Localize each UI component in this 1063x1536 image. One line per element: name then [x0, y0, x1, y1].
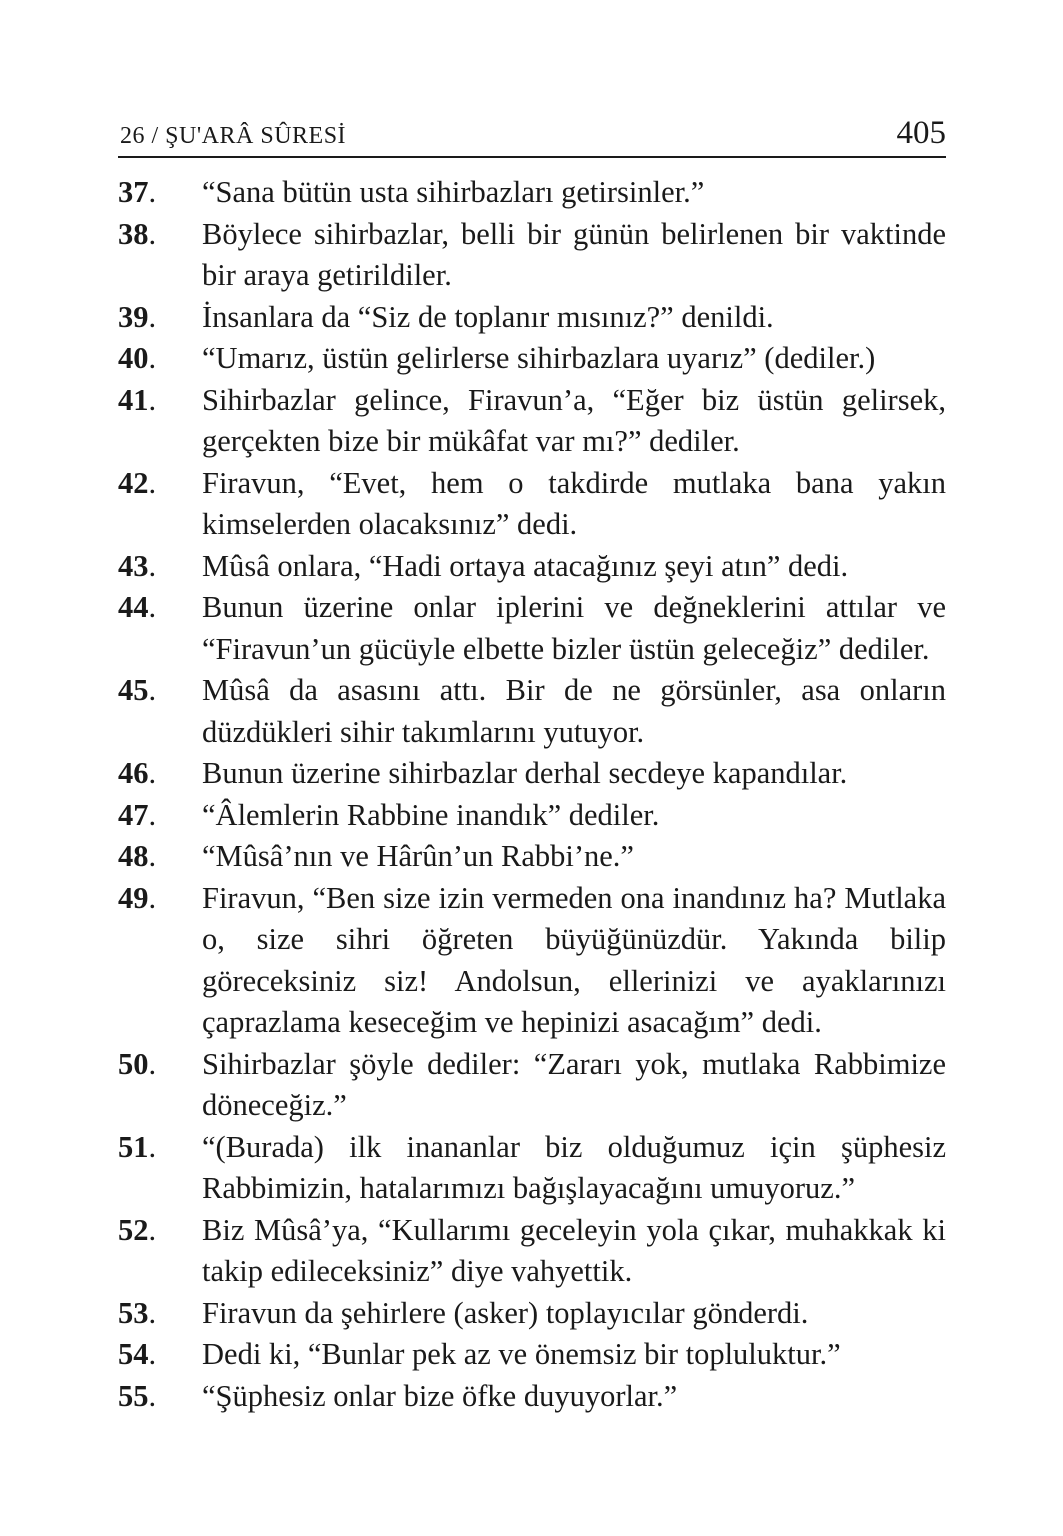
verse-number: 41. — [118, 382, 157, 417]
verse-item — [118, 380, 946, 463]
verse-item — [118, 753, 946, 795]
verse-number: 47. — [118, 797, 157, 832]
verse-text: “Umarız, üstün gelirlerse sihirbazlara uyarız” (dediler.) — [202, 341, 876, 375]
verse-item — [118, 1376, 946, 1418]
verse-text: Dedi ki, “Bunlar pek az ve önemsiz bir topluluktur.” — [202, 1337, 841, 1371]
verse-number: 44. — [118, 590, 157, 624]
verse-item — [118, 795, 946, 837]
verse-item — [118, 1334, 946, 1376]
verse-text: “Sana bütün usta sihirbazları getirsinler.” — [202, 175, 705, 209]
verse-item — [118, 172, 946, 214]
verse-text: Biz Mûsâ’ya, “Kullarımı geceleyin yola çıkar, muhakkak ki takip edileceksiniz” diye vahyettik. — [202, 1212, 946, 1288]
verse-number: 54. — [118, 1337, 157, 1371]
verse-text: Bunun üzerine onlar iplerini ve değneklerini attılar ve “Firavun’un gücüyle elbette bizler üstün geleceğiz” dediler. — [202, 590, 946, 666]
page-header — [118, 112, 946, 158]
verse-item — [118, 670, 946, 753]
verse-text: Firavun da şehirlere (asker) toplayıcılar gönderdi. — [202, 1295, 809, 1330]
verse-text: “Mûsâ’nın ve Hârûn’un Rabbi’ne.” — [202, 839, 634, 873]
verse-number: 45. — [118, 673, 157, 707]
verse-number: 51. — [118, 1129, 157, 1164]
verse-number: 40. — [118, 341, 157, 375]
verse-text: “Şüphesiz onlar bize öfke duyuyorlar.” — [202, 1378, 678, 1413]
verse-text: Bunun üzerine sihirbazlar derhal secdeye kapandılar. — [202, 756, 848, 790]
verse-text: Mûsâ da asasını attı. Bir de ne görsünler, asa onların düzdükleri sihir takımlarını yutuyor. — [202, 673, 946, 749]
verse-item — [118, 1127, 946, 1210]
verse-item — [118, 297, 946, 339]
verse-number: 43. — [118, 548, 157, 583]
verse-text: Mûsâ onlara, “Hadi ortaya atacağınız şeyi atın” dedi. — [202, 548, 849, 583]
verse-number: 42. — [118, 465, 157, 500]
verse-number: 39. — [118, 299, 157, 334]
verse-number: 46. — [118, 756, 157, 790]
verse-item — [118, 587, 946, 670]
verse-number: 55. — [118, 1378, 157, 1413]
verse-number: 52. — [118, 1212, 157, 1247]
verse-number: 53. — [118, 1295, 157, 1330]
verse-text: “Âlemlerin Rabbine inandık” dediler. — [202, 797, 660, 832]
verse-item — [118, 1044, 946, 1127]
verse-number: 49. — [118, 880, 157, 915]
verse-item — [118, 878, 946, 1044]
verse-item — [118, 546, 946, 588]
verse-text: Sihirbazlar gelince, Firavun’a, “Eğer biz üstün gelirsek, gerçekten bize bir mükâfat var mı?” dediler. — [202, 382, 946, 458]
verse-item — [118, 214, 946, 297]
verse-text: “(Burada) ilk inananlar biz olduğumuz için şüphesiz Rabbimizin, hatalarımızı bağışlayacağını umuyoruz.” — [202, 1129, 946, 1205]
verse-text: Böylece sihirbazlar, belli bir günün belirlenen bir vaktinde bir araya getirildiler. — [202, 216, 946, 292]
verse-text: Sihirbazlar şöyle dediler: “Zararı yok, mutlaka Rabbimize döneceğiz.” — [202, 1046, 946, 1122]
verse-item — [118, 1293, 946, 1335]
verse-item — [118, 836, 946, 878]
verse-number: 38. — [118, 216, 157, 251]
verse-text: Firavun, “Ben size izin vermeden ona inandınız ha? Mutlaka o, size sihri öğreten büyüğünüzdür. Yakında bilip göreceksiniz siz! Andolsun, ellerinizi ve ayaklarınızı çaprazlama keseceğim ve hepinizi asacağım” dedi. — [202, 880, 946, 1039]
verse-item — [118, 1210, 946, 1293]
verse-text: İnsanlara da “Siz de toplanır mısınız?” denildi. — [202, 299, 774, 334]
running-title: 26 / ŞU'ARÂ SÛRESİ — [120, 123, 347, 149]
verse-number: 37. — [118, 175, 157, 209]
verse-text: Firavun, “Evet, hem o takdirde mutlaka bana yakın kimselerden olacaksınız” dedi. — [202, 465, 946, 541]
book-page — [118, 112, 946, 1417]
page-number: 405 — [896, 115, 946, 151]
verse-item — [118, 463, 946, 546]
verse-number: 50. — [118, 1046, 157, 1081]
verse-item — [118, 338, 946, 380]
verse-number: 48. — [118, 839, 157, 873]
verse-list — [118, 172, 946, 1417]
